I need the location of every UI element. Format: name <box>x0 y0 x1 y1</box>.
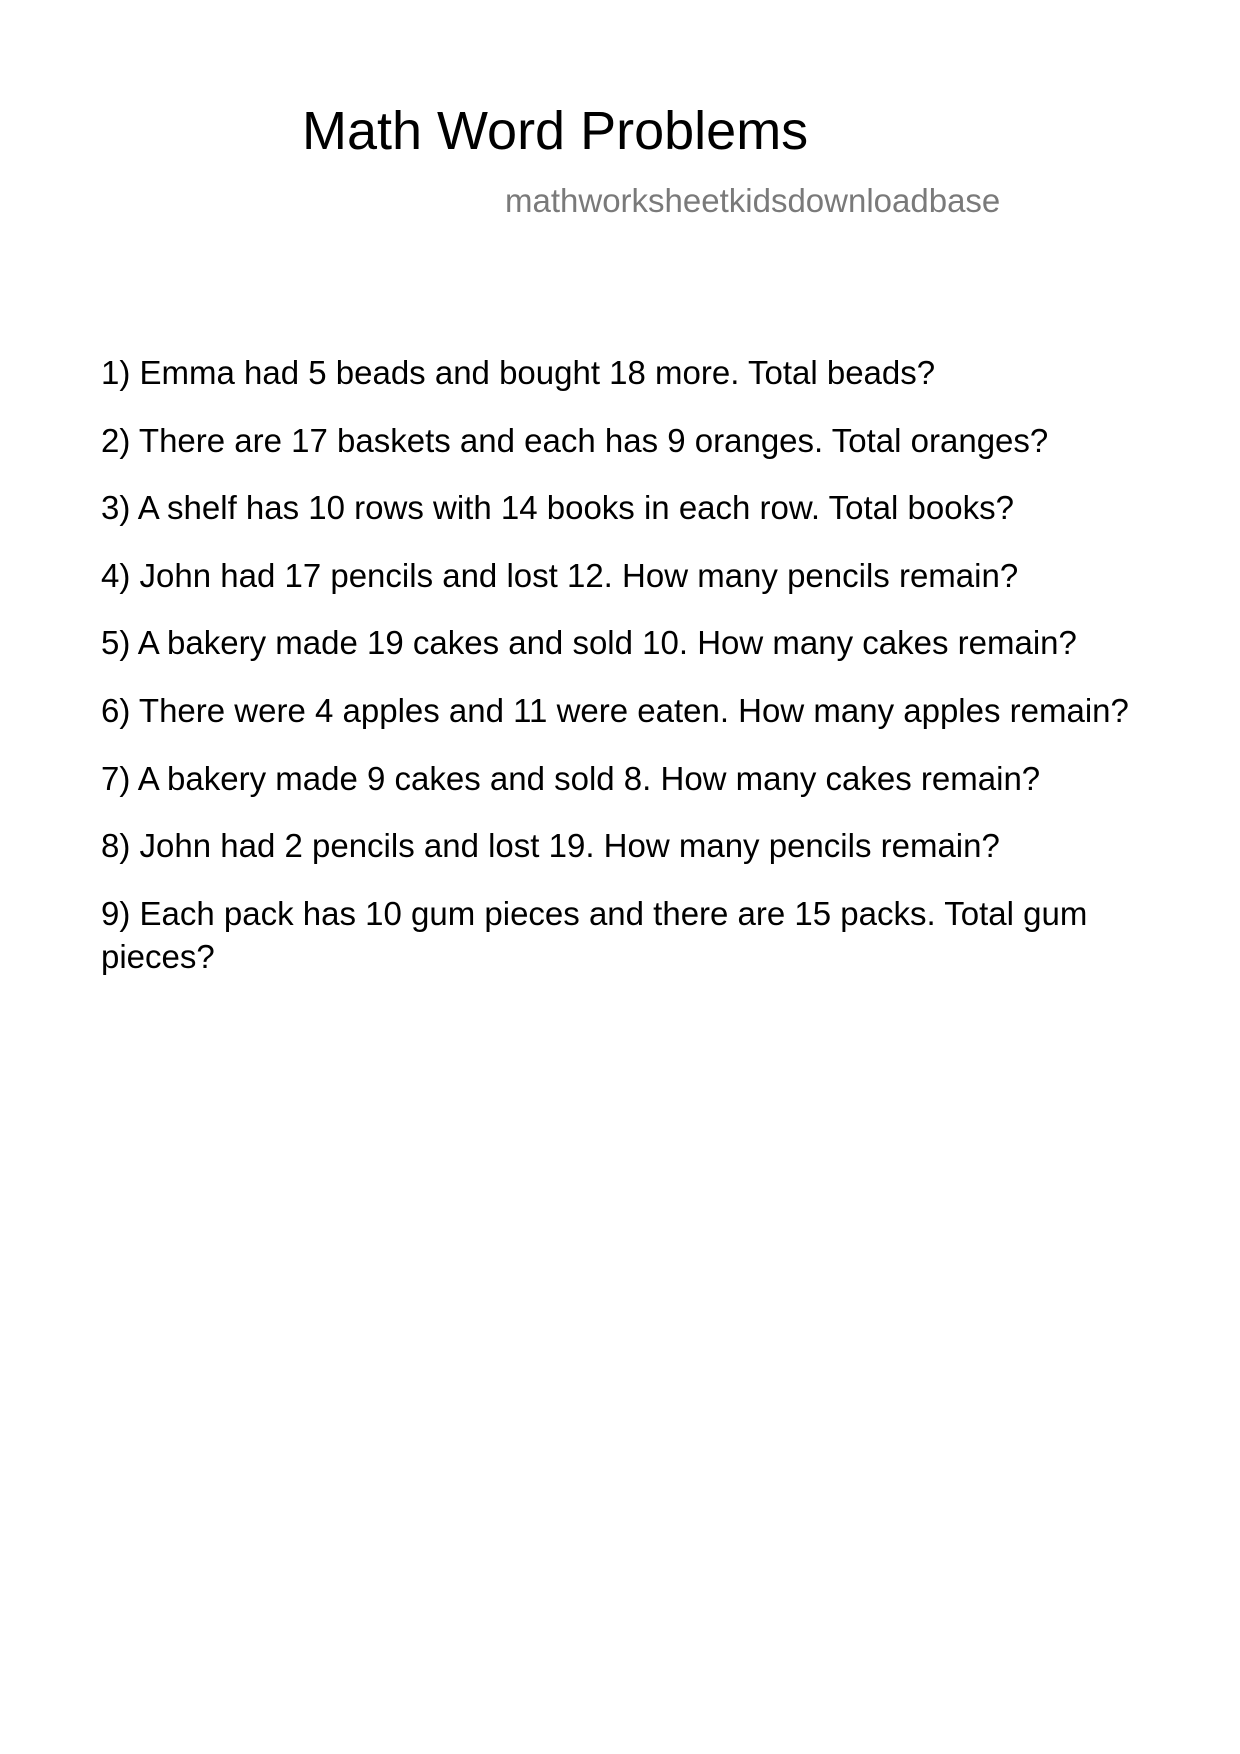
problem-item: 4) John had 17 pencils and lost 12. How many pencils remain? <box>101 556 1019 594</box>
problem-list <box>101 351 1151 1002</box>
problem-item: 6) There were 4 apples and 11 were eaten. How many apples remain? <box>101 691 1129 729</box>
page-subtitle: mathworksheetkidsdownloadbase <box>505 182 1001 219</box>
problem-item: 5) A bakery made 19 cakes and sold 10. How many cakes remain? <box>101 624 1077 662</box>
page-title: Math Word Problems <box>302 101 809 161</box>
problem-item: 8) John had 2 pencils and lost 19. How many pencils remain? <box>101 827 1000 865</box>
problem-item: 3) A shelf has 10 rows with 14 books in each row. Total books? <box>101 489 1014 527</box>
problem-item: 7) A bakery made 9 cakes and sold 8. How many cakes remain? <box>101 759 1041 797</box>
problem-item: 9) Each pack has 10 gum pieces and there are 15 packs. Total gum pieces? <box>101 894 1088 975</box>
problem-item: 1) Emma had 5 beads and bought 18 more. Total beads? <box>101 354 936 391</box>
problem-item: 2) There are 17 baskets and each has 9 oranges. Total oranges? <box>101 421 1049 459</box>
